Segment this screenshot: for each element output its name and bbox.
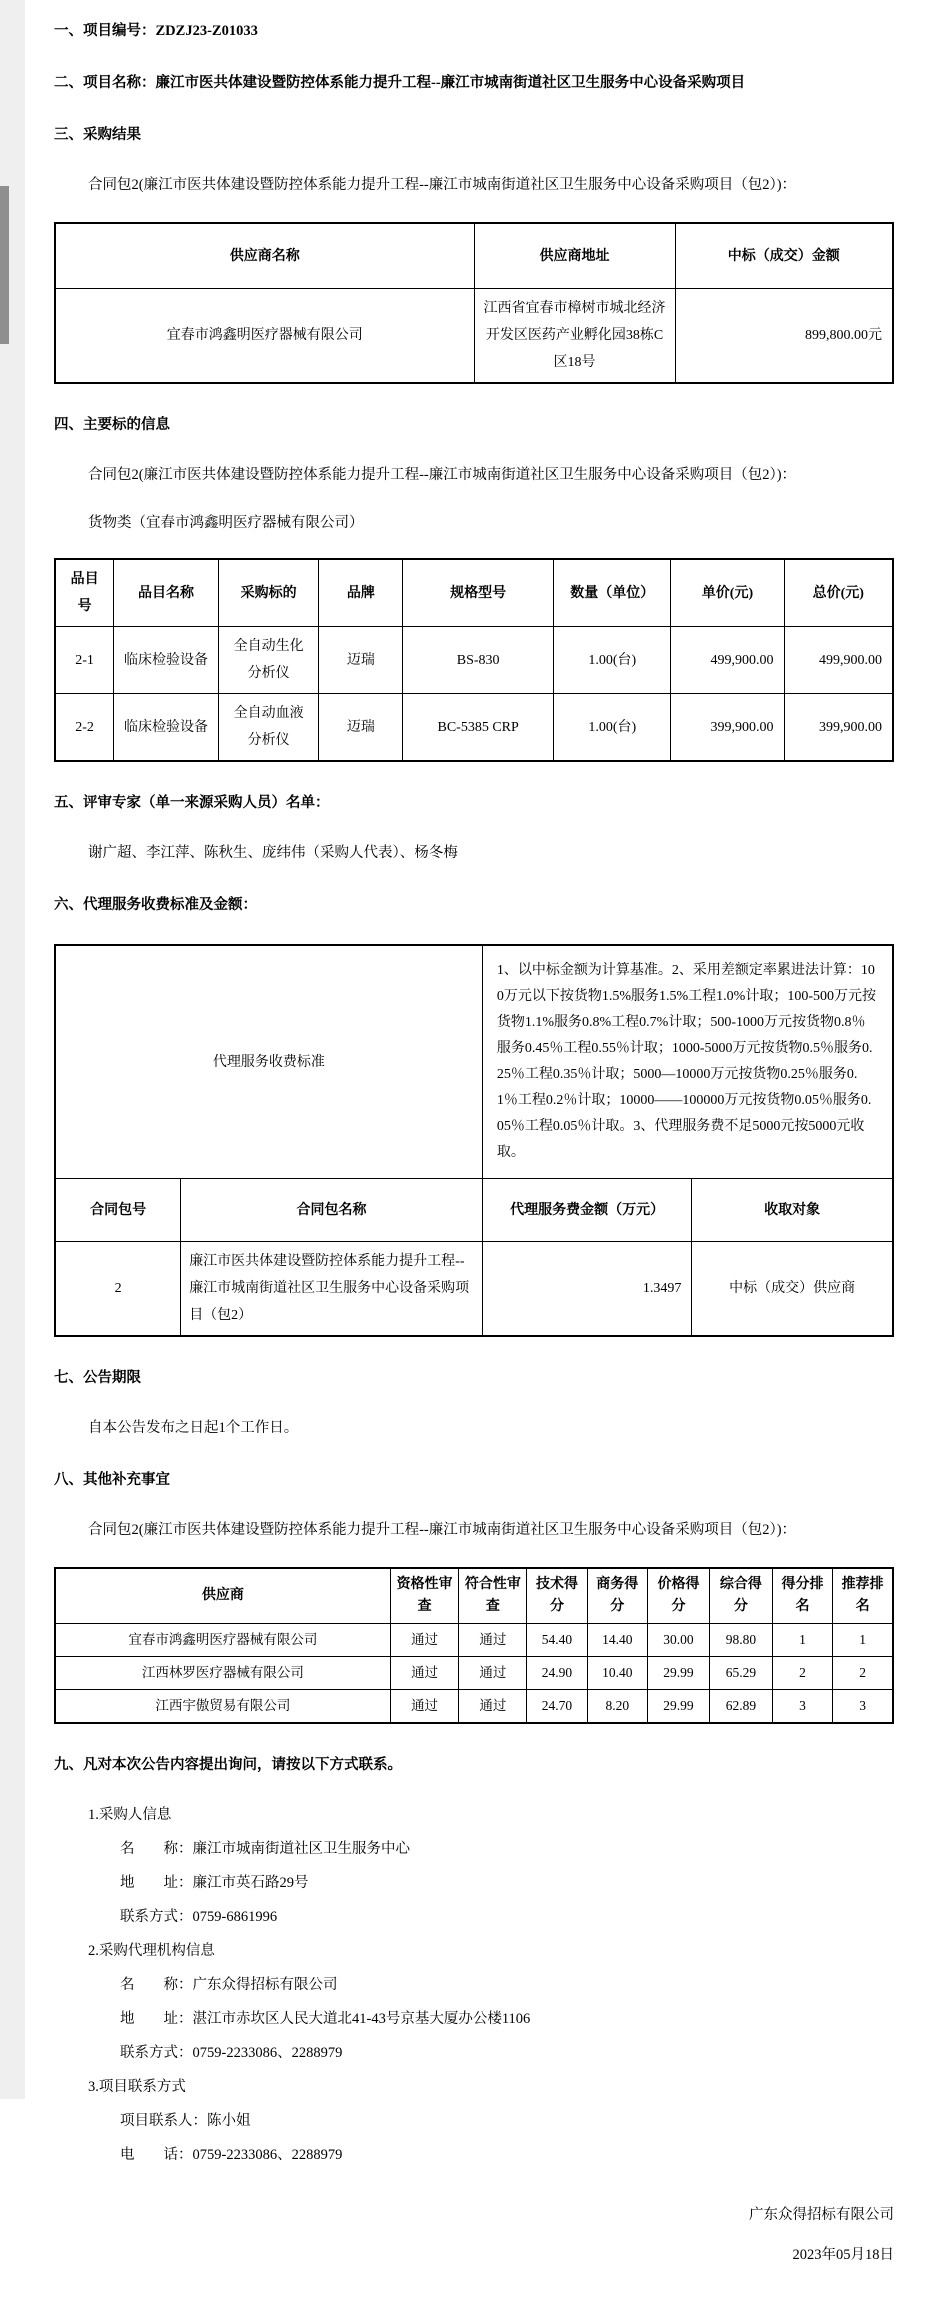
cell-fee-standard-label: 代理服务收费标准 bbox=[55, 945, 482, 1179]
cell-supplier: 江西宇傲贸易有限公司 bbox=[55, 1690, 390, 1724]
column-header-unit-price: 单价(元) bbox=[671, 559, 784, 627]
project-contact-phone: 电 话：0759-2233086、2288979 bbox=[120, 2147, 343, 2163]
table-row bbox=[55, 627, 893, 694]
cell-total-price: 499,900.00 bbox=[784, 627, 893, 694]
column-header-price-score: 价格得分 bbox=[647, 1568, 709, 1624]
column-header-overall-score: 综合得分 bbox=[709, 1568, 772, 1624]
supplier-score-table bbox=[54, 1567, 894, 1724]
cell-technical-score: 24.90 bbox=[527, 1657, 587, 1690]
cell-recommend-rank: 2 bbox=[833, 1657, 893, 1690]
column-header-supplier-address: 供应商地址 bbox=[474, 223, 675, 289]
buyer-contact: 联系方式：0759-6861996 bbox=[120, 1909, 278, 1925]
table-row bbox=[55, 289, 893, 384]
column-header-recommend-rank: 推荐排名 bbox=[833, 1568, 893, 1624]
cell-award-amount: 899,800.00元 bbox=[675, 289, 893, 384]
cell-item-name: 临床检验设备 bbox=[114, 627, 219, 694]
column-header-score-rank: 得分排名 bbox=[772, 1568, 832, 1624]
cell-score-rank: 1 bbox=[772, 1624, 832, 1657]
contract-package-intro-result: 合同包2(廉江市医共体建设暨防控体系能力提升工程--廉江市城南街道社区卫生服务中心设备采购项目（包2）)： bbox=[88, 177, 797, 193]
column-header-conformity-review: 符合性审查 bbox=[459, 1568, 527, 1624]
cell-model: BC-5385 CRP bbox=[403, 694, 554, 762]
signature-date: 2023年05月18日 bbox=[792, 2247, 894, 2263]
table-row bbox=[55, 1624, 893, 1657]
agency-contact: 联系方式：0759-2233086、2288979 bbox=[120, 2045, 343, 2061]
column-header-package-no: 合同包号 bbox=[55, 1179, 181, 1242]
cell-quantity: 1.00(台) bbox=[554, 694, 671, 762]
contract-package-intro-subject: 合同包2(廉江市医共体建设暨防控体系能力提升工程--廉江市城南街道社区卫生服务中心设备采购项目（包2）)： bbox=[88, 467, 797, 483]
section-agency-fee-heading: 六、代理服务收费标准及金额： bbox=[54, 897, 257, 913]
project-contact-heading: 3.项目联系方式 bbox=[88, 2079, 186, 2095]
cell-price-score: 30.00 bbox=[647, 1624, 709, 1657]
table-row bbox=[55, 1242, 893, 1337]
buyer-info-heading: 1.采购人信息 bbox=[88, 1807, 172, 1823]
buyer-name: 名 称：廉江市城南街道社区卫生服务中心 bbox=[120, 1841, 410, 1857]
agency-fee-table bbox=[54, 944, 894, 1337]
cell-supplier: 江西林罗医疗器械有限公司 bbox=[55, 1657, 390, 1690]
cell-fee-payer: 中标（成交）供应商 bbox=[692, 1242, 893, 1337]
goods-category-line: 货物类（宜春市鸿鑫明医疗器械有限公司） bbox=[88, 515, 364, 531]
column-header-supplier-name: 供应商名称 bbox=[55, 223, 474, 289]
cell-unit-price: 499,900.00 bbox=[671, 627, 784, 694]
signature-company: 广东众得招标有限公司 bbox=[749, 2207, 894, 2223]
cell-conformity-review: 通过 bbox=[459, 1624, 527, 1657]
cell-brand: 迈瑞 bbox=[319, 694, 403, 762]
cell-package-no: 2 bbox=[55, 1242, 181, 1337]
table-row bbox=[55, 1657, 893, 1690]
section-supplementary-heading: 八、其他补充事宜 bbox=[54, 1472, 170, 1488]
column-header-item-name: 品目名称 bbox=[114, 559, 219, 627]
column-header-award-amount: 中标（成交）金额 bbox=[675, 223, 893, 289]
column-header-brand: 品牌 bbox=[319, 559, 403, 627]
cell-qualification-review: 通过 bbox=[390, 1690, 459, 1724]
cell-conformity-review: 通过 bbox=[459, 1657, 527, 1690]
cell-procurement-subject: 全自动生化分析仪 bbox=[218, 627, 319, 694]
column-header-package-name: 合同包名称 bbox=[181, 1179, 483, 1242]
column-header-qualification-review: 资格性审查 bbox=[390, 1568, 459, 1624]
contact-info-block bbox=[54, 1804, 894, 2166]
project-number-heading: 一、项目编号：ZDZJ23-Z01033 bbox=[54, 23, 258, 39]
cell-item-name: 临床检验设备 bbox=[114, 694, 219, 762]
buyer-address: 地 址：廉江市英石路29号 bbox=[120, 1875, 309, 1891]
cell-procurement-subject: 全自动血液分析仪 bbox=[218, 694, 319, 762]
cell-fee-amount: 1.3497 bbox=[482, 1242, 692, 1337]
section-contact-heading: 九、凡对本次公告内容提出询问，请按以下方式联系。 bbox=[54, 1757, 402, 1773]
announcement-period-text: 自本公告发布之日起1个工作日。 bbox=[88, 1420, 299, 1436]
contract-package-intro-supplementary: 合同包2(廉江市医共体建设暨防控体系能力提升工程--廉江市城南街道社区卫生服务中心设备采购项目（包2）)： bbox=[88, 1522, 797, 1538]
column-header-model: 规格型号 bbox=[403, 559, 554, 627]
cell-recommend-rank: 3 bbox=[833, 1690, 893, 1724]
cell-unit-price: 399,900.00 bbox=[671, 694, 784, 762]
section-procurement-result-heading: 三、采购结果 bbox=[54, 127, 141, 143]
agency-info-heading: 2.采购代理机构信息 bbox=[88, 1943, 215, 1959]
supplier-result-table bbox=[54, 222, 894, 384]
column-header-item-no: 品目号 bbox=[55, 559, 114, 627]
cell-total-price: 399,900.00 bbox=[784, 694, 893, 762]
signature-block bbox=[54, 2204, 894, 2266]
cell-technical-score: 54.40 bbox=[527, 1624, 587, 1657]
cell-overall-score: 65.29 bbox=[709, 1657, 772, 1690]
cell-fee-standard-text: 1、以中标金额为计算基准。2、采用差额定率累进法计算：100万元以下按货物1.5%服务1.5%工程1.0%计取；100-500万元按货物1.1%服务0.8%工程0.7%计取；500-1000万元按货物0.8％服务0.45％工程0.55％计取；1000-5000万元按货物0.5％服务0.25％工程0.35％计取；5000—10000万元按货物0.25％服务0.1％工程0.2％计取；10000——100000万元按货物0.05％服务0.05％工程0.05％计取。3、代理服务费不足5000元按5000元收取。 bbox=[482, 945, 893, 1179]
column-header-supplier: 供应商 bbox=[55, 1568, 390, 1624]
cell-brand: 迈瑞 bbox=[319, 627, 403, 694]
table-row bbox=[55, 945, 893, 1179]
column-header-procurement-subject: 采购标的 bbox=[218, 559, 319, 627]
expert-names: 谢广超、李江萍、陈秋生、庞纬伟（采购人代表）、杨冬梅 bbox=[88, 845, 458, 861]
section-announcement-period-heading: 七、公告期限 bbox=[54, 1370, 141, 1386]
cell-overall-score: 62.89 bbox=[709, 1690, 772, 1724]
subject-items-table bbox=[54, 558, 894, 762]
cell-recommend-rank: 1 bbox=[833, 1624, 893, 1657]
cell-overall-score: 98.80 bbox=[709, 1624, 772, 1657]
table-row bbox=[55, 1690, 893, 1724]
project-contact-person: 项目联系人：陈小姐 bbox=[120, 2113, 251, 2129]
section-experts-heading: 五、评审专家（单一来源采购人员）名单： bbox=[54, 795, 330, 811]
cell-supplier-name: 宜春市鸿鑫明医疗器械有限公司 bbox=[55, 289, 474, 384]
cell-conformity-review: 通过 bbox=[459, 1690, 527, 1724]
cell-qualification-review: 通过 bbox=[390, 1657, 459, 1690]
column-header-fee-payer: 收取对象 bbox=[692, 1179, 893, 1242]
agency-address: 地 址：湛江市赤坎区人民大道北41-43号京基大厦办公楼1106 bbox=[120, 2011, 531, 2027]
cell-item-no: 2-2 bbox=[55, 694, 114, 762]
cell-technical-score: 24.70 bbox=[527, 1690, 587, 1724]
cell-business-score: 14.40 bbox=[587, 1624, 647, 1657]
table-row bbox=[55, 694, 893, 762]
cell-business-score: 10.40 bbox=[587, 1657, 647, 1690]
project-name-heading: 二、项目名称：廉江市医共体建设暨防控体系能力提升工程--廉江市城南街道社区卫生服务中心设备采购项目 bbox=[54, 75, 746, 91]
cell-supplier-address: 江西省宜春市樟树市城北经济开发区医药产业孵化园38栋C区18号 bbox=[474, 289, 675, 384]
cell-quantity: 1.00(台) bbox=[554, 627, 671, 694]
cell-score-rank: 3 bbox=[772, 1690, 832, 1724]
cell-qualification-review: 通过 bbox=[390, 1624, 459, 1657]
cell-score-rank: 2 bbox=[772, 1657, 832, 1690]
cell-model: BS-830 bbox=[403, 627, 554, 694]
column-header-quantity: 数量（单位） bbox=[554, 559, 671, 627]
column-header-technical-score: 技术得分 bbox=[527, 1568, 587, 1624]
cell-item-no: 2-1 bbox=[55, 627, 114, 694]
cell-business-score: 8.20 bbox=[587, 1690, 647, 1724]
cell-package-name: 廉江市医共体建设暨防控体系能力提升工程--廉江市城南街道社区卫生服务中心设备采购项目（包2） bbox=[181, 1242, 483, 1337]
column-header-total-price: 总价(元) bbox=[784, 559, 893, 627]
cell-supplier: 宜春市鸿鑫明医疗器械有限公司 bbox=[55, 1624, 390, 1657]
agency-name: 名 称：广东众得招标有限公司 bbox=[120, 1977, 338, 1993]
column-header-business-score: 商务得分 bbox=[587, 1568, 647, 1624]
section-main-subject-heading: 四、主要标的信息 bbox=[54, 417, 170, 433]
cell-price-score: 29.99 bbox=[647, 1690, 709, 1724]
column-header-fee-amount: 代理服务费金额（万元） bbox=[482, 1179, 692, 1242]
cell-price-score: 29.99 bbox=[647, 1657, 709, 1690]
